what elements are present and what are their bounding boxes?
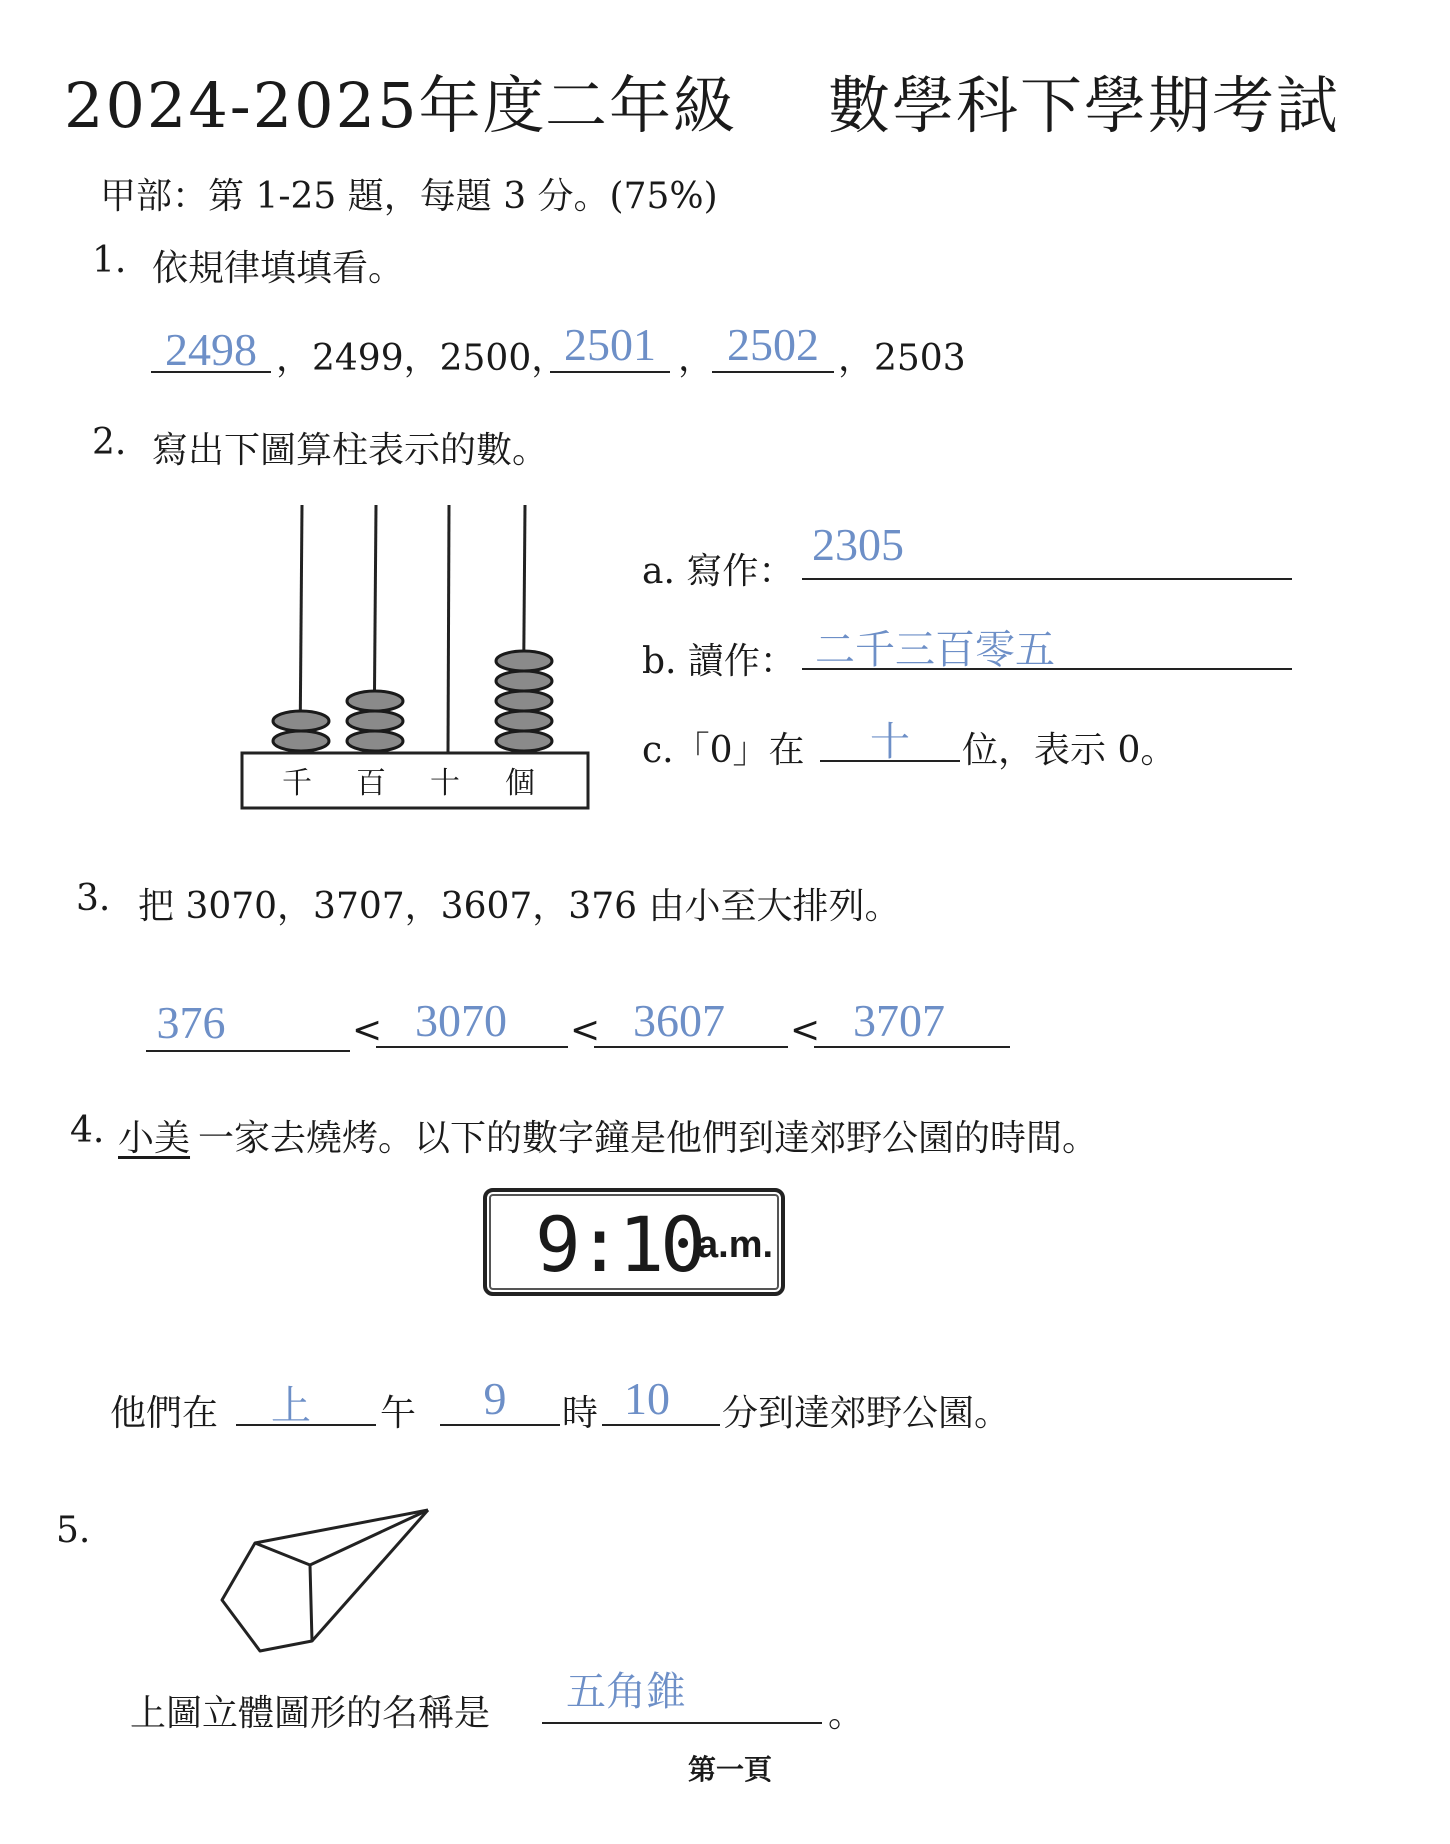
abacus-label-tens: 十 xyxy=(430,766,460,801)
q3-less-than-2: < xyxy=(570,1010,601,1051)
abacus-bead-ones xyxy=(496,691,552,711)
abacus-beads xyxy=(273,651,552,751)
q1-sequence-3: ，2503 xyxy=(838,338,966,379)
pyramid-base xyxy=(222,1543,312,1651)
q4-answer-3: 10 xyxy=(624,1373,670,1424)
abacus-bead-hundreds xyxy=(347,711,403,731)
q1-blank-2[interactable] xyxy=(550,371,670,373)
clock-time: 9:10 xyxy=(535,1200,703,1289)
exam-title: 數學科下學期考試 xyxy=(828,69,1341,142)
q4-sentence-4: 分到達郊野公園。 xyxy=(722,1393,1011,1434)
q2a-answer: 2305 xyxy=(812,519,904,570)
section-heading: 甲部：第 1-25 題，每題 3 分。(75%) xyxy=(100,176,718,217)
q4-answer-1: 上 xyxy=(271,1383,311,1429)
q4-sentence-1: 他們在 xyxy=(110,1393,219,1434)
digital-clock xyxy=(483,1188,785,1296)
q2c-prefix: c.「0」在 xyxy=(642,730,805,771)
q1-text: 依規律填填看。 xyxy=(152,248,405,289)
page-number: 第一頁 xyxy=(688,1753,773,1786)
q3-text: 把 3070，3707，3607，376 由小至大排列。 xyxy=(138,886,901,927)
q3-blank-1[interactable] xyxy=(146,1050,350,1052)
abacus-bead-thousands xyxy=(273,731,329,751)
abacus-label-thousands: 千 xyxy=(282,766,312,801)
abacus-bead-ones xyxy=(496,711,552,731)
abacus-bead-ones xyxy=(496,651,552,671)
q2-text: 寫出下圖算柱表示的數。 xyxy=(152,430,549,471)
q1-answer-2: 2501 xyxy=(564,319,656,370)
q4-number: 4. xyxy=(70,1110,105,1151)
abacus-bead-ones xyxy=(496,671,552,691)
clock-ampm: a.m. xyxy=(697,1224,774,1266)
abacus-rod-tens xyxy=(448,505,449,753)
exam-grade: 二年級 xyxy=(545,69,738,142)
q5-blank[interactable] xyxy=(542,1722,822,1724)
q4-sentence-3: 時 xyxy=(562,1393,599,1434)
q3-answer-4: 3707 xyxy=(853,995,945,1046)
q2a-blank[interactable] xyxy=(802,578,1292,580)
q3-less-than-3: < xyxy=(790,1010,821,1051)
q4-name: 小美 xyxy=(118,1118,191,1159)
q2c-suffix: 位，表示 0。 xyxy=(962,730,1177,771)
q1-blank-3[interactable] xyxy=(712,371,834,373)
q4-answer-2: 9 xyxy=(483,1373,507,1424)
abacus-bead-hundreds xyxy=(347,731,403,751)
abacus-bead-hundreds xyxy=(347,691,403,711)
q2b-label: b. 讀作： xyxy=(642,641,796,682)
abacus-rods xyxy=(300,505,525,753)
q5-number: 5. xyxy=(56,1510,91,1551)
exam-year: 2024-2025年度 xyxy=(64,69,547,142)
q3-answer-3: 3607 xyxy=(633,995,725,1046)
q3-number: 3. xyxy=(76,878,111,919)
abacus-label-ones: 個 xyxy=(505,766,535,801)
q1-number: 1. xyxy=(92,240,127,281)
q5-answer: 五角錐 xyxy=(566,1669,686,1715)
q1-answer-3: 2502 xyxy=(727,319,819,370)
q4-text: 一家去燒烤。以下的數字鐘是他們到達郊野公園的時間。 xyxy=(198,1118,1099,1159)
q2b-answer: 二千三百零五 xyxy=(815,627,1055,673)
q5-text: 上圖立體圖形的名稱是 xyxy=(130,1693,491,1734)
q1-sequence-2: ， xyxy=(678,338,715,379)
q3-answer-2: 3070 xyxy=(415,995,507,1046)
pentagonal-pyramid-diagram xyxy=(210,1505,440,1655)
abacus-bead-thousands xyxy=(273,711,329,731)
q3-less-than-1: < xyxy=(352,1010,383,1051)
pyramid-edge-2 xyxy=(310,1510,428,1565)
q1-answer-1: 2498 xyxy=(165,324,257,375)
q2a-label: a. 寫作： xyxy=(642,551,795,592)
abacus-label-hundreds: 百 xyxy=(356,766,386,801)
q1-sequence-1: ，2499，2500， xyxy=(276,338,568,379)
q3-answer-1: 376 xyxy=(156,997,226,1048)
q2-number: 2. xyxy=(92,422,127,463)
abacus-bead-ones xyxy=(496,731,552,751)
q5-end: 。 xyxy=(828,1694,865,1735)
q2c-answer: 十 xyxy=(870,719,910,765)
q4-sentence-2: 午 xyxy=(380,1393,417,1434)
